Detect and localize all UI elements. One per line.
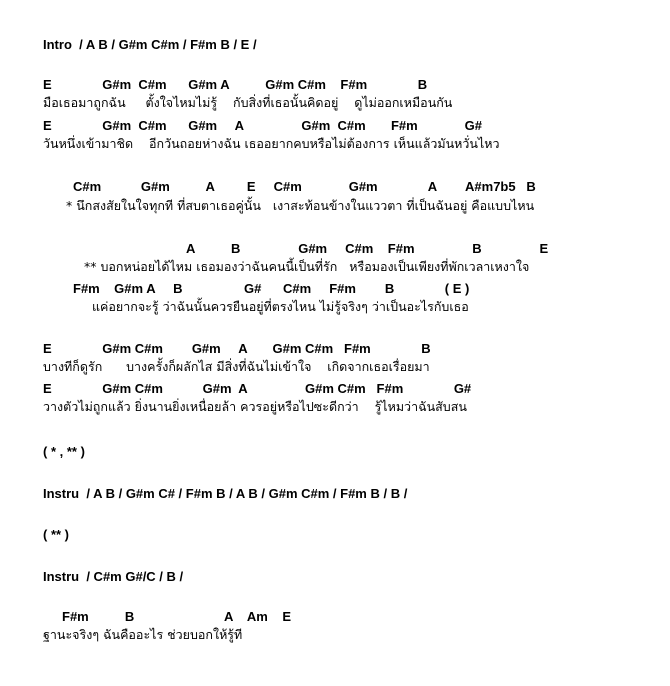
prechorus-chords: C#m G#m A E C#m G#m A A#m7b5 B	[73, 179, 536, 194]
outro-lyrics: ฐานะจริงๆ ฉันคืออะไร ช่วยบอกให้รู้ที	[43, 627, 243, 642]
verse2-chords-2: E G#m C#m G#m A G#m C#m F#m G#	[43, 381, 472, 396]
verse1-chords-2: E G#m C#m G#m A G#m C#m F#m G#	[43, 118, 482, 133]
chorus-lyrics-2: แค่อยากจะรู้ ว่าฉันนั้นควรยืนอยู่ที่ตรงไหน ไม่รู้จริงๆ ว่าเป็นอะไรกับเธอ	[92, 299, 469, 314]
verse1-chords-1: E G#m C#m G#m A G#m C#m F#m B	[43, 77, 428, 92]
outro-chords: F#m B A Am E	[62, 609, 291, 624]
chorus-chords-2: F#m G#m A B G# C#m F#m B ( E )	[73, 281, 470, 296]
verse1-lyrics-1: มือเธอมาถูกฉัน ตั้งใจไหมไม่รู้ กับสิ่งที่เธอนั้นคิดอยู่ ดูไม่ออกเหมือนกัน	[43, 95, 453, 110]
verse2-lyrics-1: บางทีก็ดูรัก บางครั้งก็ผลักไส มีสิ่งที่ฉันไม่เข้าใจ เกิดจากเธอเรื่อยมา	[43, 359, 430, 374]
prechorus-lyrics: * นึกสงสัยในใจทุกที ที่สบตาเธอคู่นั้น เงาสะท้อนข้างในแววตา ที่เป็นฉันอยู่ คือแบบไหน	[66, 198, 535, 213]
intro-chords: Intro / A B / G#m C#m / F#m B / E /	[43, 37, 257, 52]
verse2-chords-1: E G#m C#m G#m A G#m C#m F#m B	[43, 341, 431, 356]
repeat-marker-2: ( ** )	[43, 527, 69, 542]
chorus-chords-1: A B G#m C#m F#m B E	[186, 241, 549, 256]
chorus-lyrics-1: ** บอกหน่อยได้ไหม เธอมองว่าฉันคนนี้เป็นที่รัก หรือมองเป็นเพียงที่พักเวลาเหงาใจ	[84, 259, 530, 274]
verse2-lyrics-2: วางตัวไม่ถูกแล้ว ยิ่งนานยิ่งเหนื่อยล้า ควรอยู่หรือไปซะดีกว่า รู้ไหมว่าฉันสับสน	[43, 399, 467, 414]
instru-chords-2: Instru / C#m G#/C / B /	[43, 569, 184, 584]
verse1-lyrics-2: วันหนึ่งเข้ามาชิด อีกวันถอยห่างฉัน เธออยากคบหรือไม่ต้องการ เห็นแล้วมันหวั่นไหว	[43, 136, 500, 151]
repeat-marker-1: ( * , ** )	[43, 444, 85, 459]
instru-chords-1: Instru / A B / G#m C# / F#m B / A B / G#m C#m / F#m B / B /	[43, 486, 408, 501]
